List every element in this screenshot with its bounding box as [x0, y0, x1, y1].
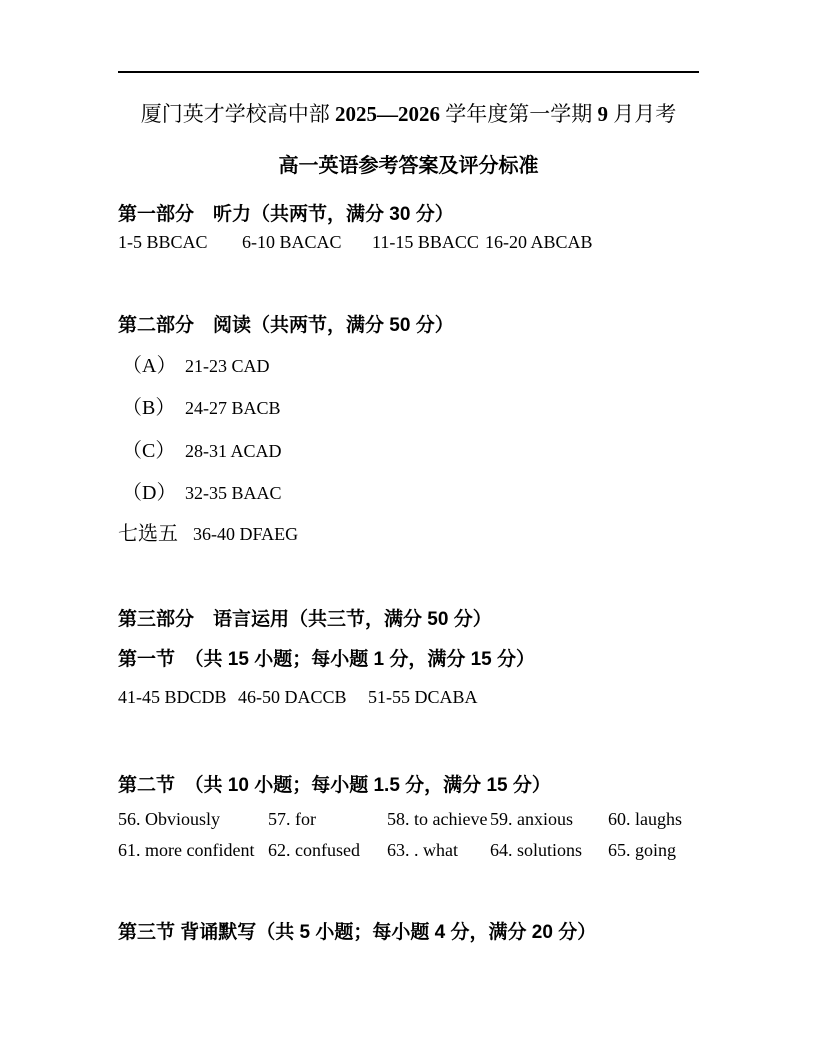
doc-title — [118, 98, 699, 128]
reading-passage-c-row — [122, 434, 282, 463]
reading-passage-b-row — [122, 391, 281, 420]
word-answers-row-56-60 — [118, 809, 682, 830]
answer-item: 65. going — [608, 840, 677, 860]
part1-heading: 第一部分 听力（共两节，满分 30 分） — [118, 204, 454, 225]
reading-passage-a-row — [122, 349, 270, 378]
answer-item: 60. laughs — [608, 809, 682, 829]
answer-item: 63. . what — [387, 840, 458, 860]
passage-label: （D） — [122, 482, 177, 504]
answer-item: 61. more confident — [118, 840, 255, 860]
answer-group: 16-20 ABCAB — [485, 232, 593, 252]
listening-answers-row — [118, 232, 593, 253]
doc-title-segment: 学年度第一学期 — [440, 102, 598, 126]
answer-group: 51-55 DCABA — [368, 687, 478, 707]
answer-item: 64. solutions — [490, 840, 583, 860]
seven-select-five-label: 七选五 — [118, 523, 178, 545]
part3-section3-heading: 第三节 背诵默写（共 5 小题；每小题 4 分，满分 20 分） — [118, 922, 597, 943]
answer-item: 62. confused — [268, 840, 360, 860]
part3-heading: 第三部分 语言运用（共三节，满分 50 分） — [118, 609, 492, 630]
doc-title-segment-year: 2025—2026 — [335, 102, 440, 126]
answer-item: 59. anxious — [490, 809, 573, 829]
doc-subtitle: 高一英语参考答案及评分标准 — [278, 155, 539, 177]
answer-group: 32-35 BAAC — [185, 483, 282, 503]
answer-group: 36-40 DFAEG — [193, 524, 299, 544]
answer-group: 41-45 BDCDB — [118, 687, 227, 707]
part3-section1-heading: 第一节 （共 15 小题；每小题 1 分，满分 15 分） — [118, 649, 536, 670]
header-rule — [118, 71, 699, 73]
answer-item: 56. Obviously — [118, 809, 221, 829]
passage-label: （C） — [122, 440, 176, 462]
answer-group: 24-27 BACB — [185, 398, 281, 418]
answer-item: 58. to achieve — [387, 809, 488, 829]
doc-title-segment: 月月考 — [608, 102, 677, 126]
answer-group: 28-31 ACAD — [185, 441, 282, 461]
grammar-answers-row — [118, 687, 478, 708]
answer-group: 6-10 BACAC — [242, 232, 342, 252]
passage-label: （A） — [122, 355, 177, 377]
answer-group: 46-50 DACCB — [238, 687, 347, 707]
part3-section2-heading: 第二节 （共 10 小题；每小题 1.5 分，满分 15 分） — [118, 775, 551, 796]
doc-title-segment-month: 9 — [597, 102, 608, 126]
doc-title-segment: 厦门英才学校高中部 — [140, 102, 335, 126]
passage-label: （B） — [122, 397, 176, 419]
reading-passage-d-row — [122, 476, 282, 505]
answer-item: 57. for — [268, 809, 316, 829]
seven-select-five-row — [118, 517, 298, 546]
answer-group: 21-23 CAD — [185, 356, 270, 376]
answer-group: 11-15 BBACC — [372, 232, 479, 252]
word-answers-row-61-65 — [118, 840, 676, 861]
part2-heading: 第二部分 阅读（共两节，满分 50 分） — [118, 315, 454, 336]
answer-group: 1-5 BBCAC — [118, 232, 208, 252]
